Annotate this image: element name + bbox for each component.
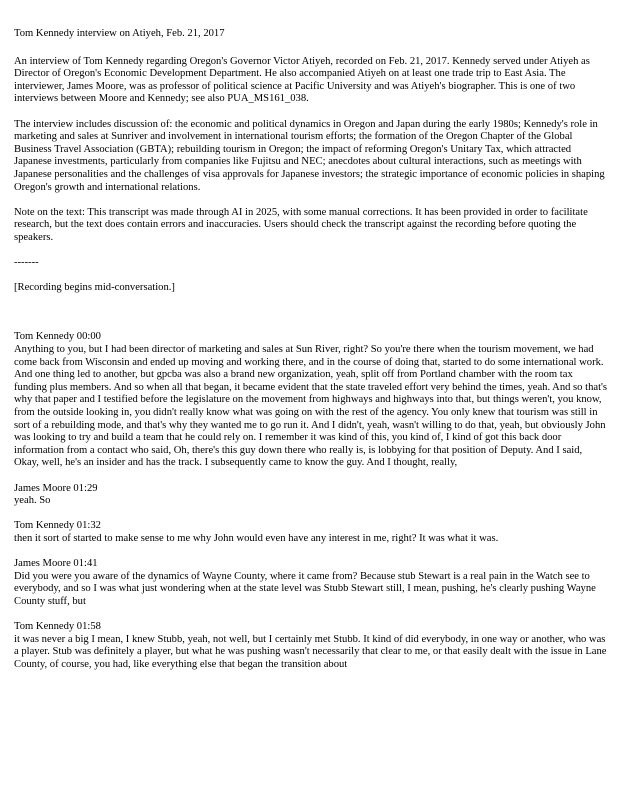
intro-paragraph: An interview of Tom Kennedy regarding Oregon's Governor Victor Atiyeh, recorded on Feb. 21, 2017. Kennedy served under Atiyeh as Director of Oregon's Economic Development Department. He also accompanied Atiyeh on at least one trade trip to East Asia. The interviewer, James Moore, was as professor of political science at Pacific University and was Atiyeh's biographer. This is one of two interviews between Moore and Kennedy; see also PUA_MS161_038.: [14, 55, 590, 105]
speaker-timestamp: James Moore 01:41: [14, 558, 98, 570]
speaker-timestamp: Tom Kennedy 01:32: [14, 520, 101, 532]
turn-text: it was never a big I mean, I knew Stubb, yeah, not well, but I certainly met Stubb. It kind of did everybody, in one way or another, who was a player. Stub was definitely a player, but what he was pushing wasn't necessarily that clear to me, or that easily dealt with the issue in Lane County, of course, you had, like everything else that began the transition about: [14, 633, 607, 670]
turn-text: Anything to you, but I had been director of marketing and sales at Sun River, right? So you're there when the tourism movement, we had come back from Wisconsin and ended up moving and working there, and in the course of doing that, started to do some international work. And one thing led to another, but gpcba was also a brand new organization, yeah, split off from Portland chamber with the room tax funding plus members. And so when all that began, it became evident that the state traveled effort very behind the times, yeah. And so that's why that paper and I testified before the legislature on the movement from highways and highways into that, but things weren't, you know, from the outside looking in, you didn't really know what was going on with the rest of the agency. You only knew that tourism was still in sort of a rebuilding mode, and that's why they wanted me to go run it. And I didn't, yeah, wasn't willing to do that, yeah, but obviously John was looking to try and build a team that he could rely on. I remember it was kind of this, you kind of, I kind of got this back door information from a contact who said, Oh, there's this guy down there who really is, is lobbying for that position of Deputy. And I said, Okay, well, he's an insider and has the track. I subsequently came to know the guy. And I thought, really,: [14, 344, 608, 469]
transcript-turn: [14, 483, 608, 508]
transcript-page: [14, 28, 608, 684]
speaker-timestamp: Tom Kennedy 00:00: [14, 331, 101, 343]
recording-note: [Recording begins mid-conversation.]: [14, 282, 175, 294]
topics-paragraph: The interview includes discussion of: the economic and political dynamics in Oregon and Japan during the early 1980s; Kennedy's role in marketing and sales at Sunriver and involvement in international tourism efforts; the formation of the Oregon Chapter of the Global Business Travel Association (GBTA); rebuilding tourism in Oregon; the impact of reforming Oregon's Unitary Tax, which attracted Japanese investments, particularly from companies like Fujitsu and NEC; anecdotes about cultural interactions, such as meetings with Japanese personalities and the challenges of visa approvals for Japanese investors; the strategic importance of economic policies in shaping Oregon's growth and international relations.: [14, 118, 605, 193]
turn-text: yeah. So: [14, 495, 51, 507]
blank-space: [14, 307, 608, 331]
transcript-turn: [14, 558, 608, 608]
turn-text: then it sort of started to make sense to me why John would even have any interest in me, right? It was what it was.: [14, 532, 499, 544]
transcript-turn: [14, 621, 608, 671]
speaker-timestamp: Tom Kennedy 01:58: [14, 621, 101, 633]
separator: -------: [14, 257, 39, 269]
transcript-turn: [14, 520, 608, 545]
speaker-timestamp: James Moore 01:29: [14, 482, 98, 494]
document-title: Tom Kennedy interview on Atiyeh, Feb. 21, 2017: [14, 28, 225, 39]
turn-text: Did you were you aware of the dynamics of Wayne County, where it came from? Because stub Stewart is a real pain in the Watch see to everybody, and so I was what just wondering when at the state level was Stubb Stewart still, I mean, pushing, he's clearly pushing Wayne County stuff, but: [14, 570, 596, 607]
transcript-turn: [14, 331, 608, 470]
note-paragraph: Note on the text: This transcript was made through AI in 2025, with some manual corrections. It has been provided in order to facilitate research, but the text does contain errors and inaccuracies. Users should check the transcript against the recording before quoting the speakers.: [14, 206, 588, 243]
